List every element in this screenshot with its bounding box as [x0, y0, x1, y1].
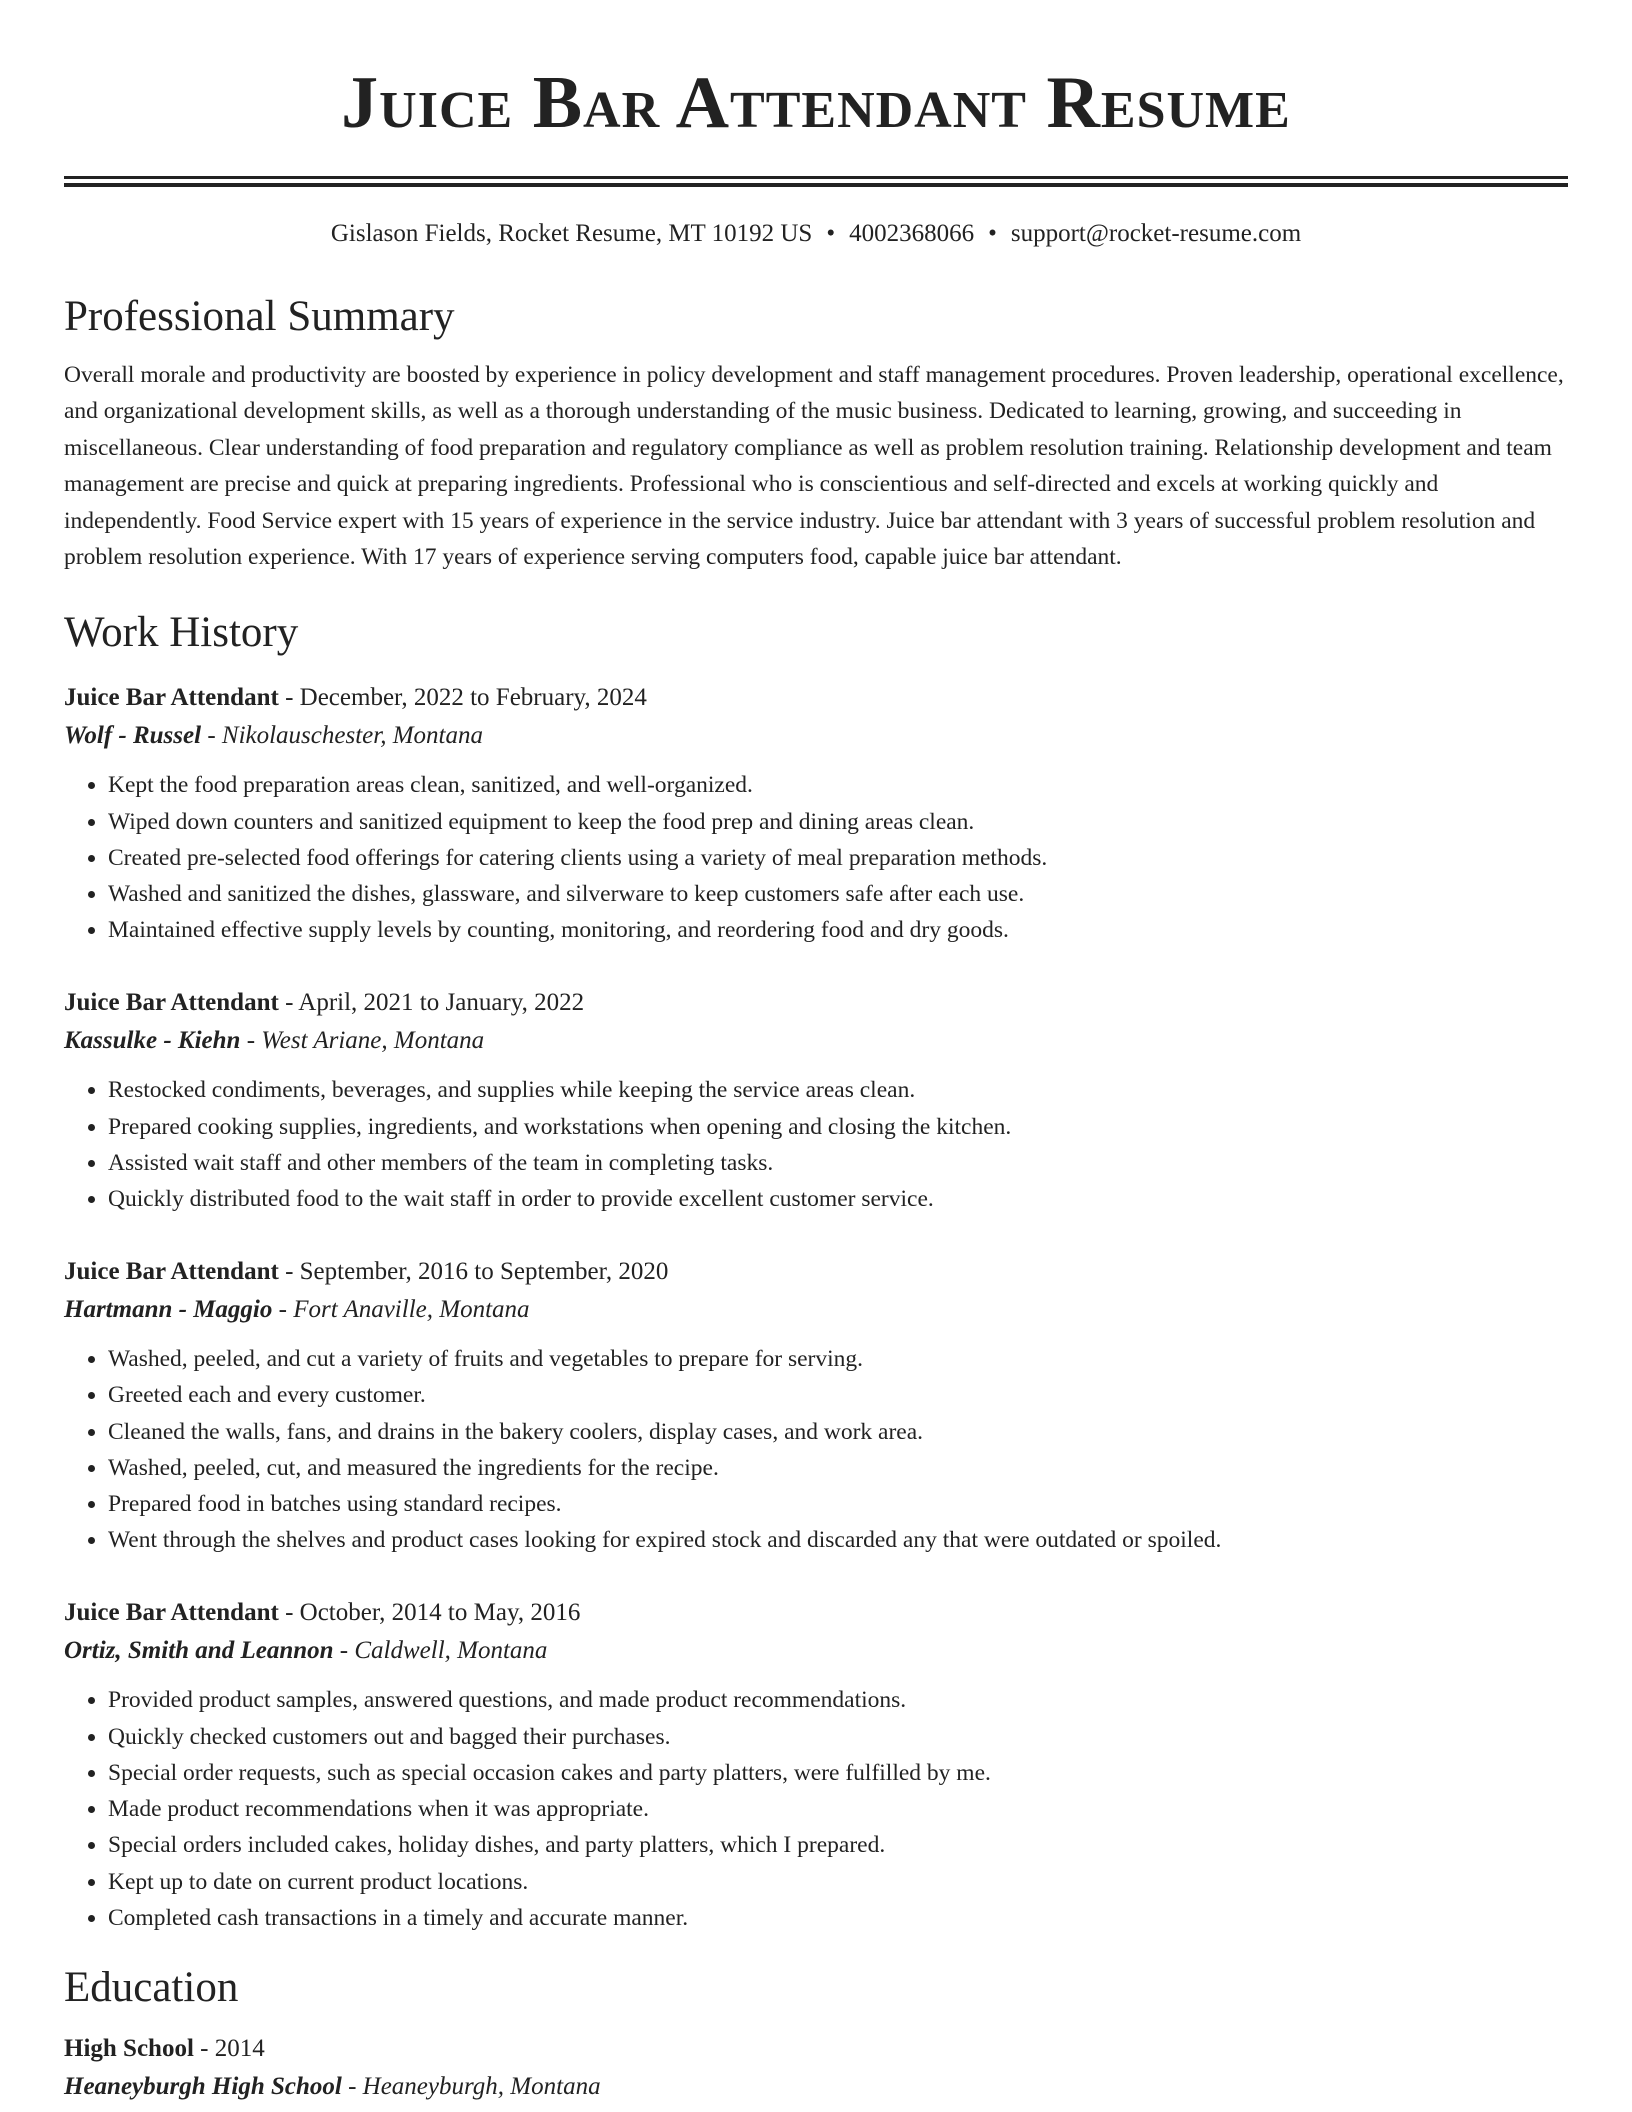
- company-header: [64, 717, 1568, 755]
- contact-email: support@rocket-resume.com: [1010, 220, 1302, 247]
- school-location: - Heaneyburgh, Montana: [341, 2072, 601, 2100]
- company-name: Ortiz, Smith and Leannon: [64, 1637, 334, 1665]
- job-header: [64, 1253, 1568, 1291]
- contact-separator: •: [988, 220, 997, 247]
- duty-item: • Prepared food in batches using standard recipes.: [108, 1486, 1568, 1522]
- resume-title: Juice Bar Attendant Resume: [341, 62, 1291, 144]
- duty-item: • Wiped down counters and sanitized equipment to keep the food prep and dining areas clean.: [108, 804, 1568, 840]
- job-entry: [64, 1594, 1568, 1935]
- job-entry: [64, 1253, 1568, 1558]
- job-header: [64, 1594, 1568, 1632]
- duty-list: [64, 1341, 1568, 1558]
- duty-item: • Quickly distributed food to the wait staff in order to provide excellent customer service.: [108, 1181, 1568, 1217]
- company-name: Wolf - Russel: [64, 722, 202, 750]
- company-name: Hartmann - Maggio: [64, 1296, 273, 1324]
- summary-text: Overall morale and productivity are boosted by experience in policy development and staff management procedures. Proven leadership, operational excellence, and organizational development skills, as well as a thorough understanding of the music business. Dedicated to learning, growing, and succeeding in miscellaneous. Clear understanding of food preparation and regulatory compliance as well as problem resolution training. Relationship development and team management are precise and quick at preparing ingredients. Professional who is conscientious and self-directed and excels at working quickly and independently. Food Service expert with 15 years of experience in the service industry. Juice bar attendant with 3 years of successful problem resolution and problem resolution experience. With 17 years of experience serving computers food, capable juice bar attendant.: [64, 362, 1564, 571]
- contact-address: Gislason Fields, Rocket Resume, MT 10192 US: [330, 220, 813, 247]
- duty-item: • Assisted wait staff and other members of the team in completing tasks.: [108, 1145, 1568, 1181]
- duty-item: • Special order requests, such as special occasion cakes and party platters, were fulfilled by me.: [108, 1755, 1568, 1791]
- duty-item: • Kept up to date on current product locations.: [108, 1864, 1568, 1900]
- education-degree: High School: [64, 2034, 194, 2062]
- duty-item: • Quickly checked customers out and bagged their purchases.: [108, 1719, 1568, 1755]
- duty-item: • Provided product samples, answered questions, and made product recommendations.: [108, 1682, 1568, 1718]
- duty-list: [64, 1682, 1568, 1935]
- education-list: [64, 2030, 1568, 2106]
- duty-item: • Completed cash transactions in a timely and accurate manner.: [108, 1900, 1568, 1936]
- job-entry: [64, 984, 1568, 1217]
- duty-item: • Went through the shelves and product cases looking for expired stock and discarded any that were outdated or spoiled.: [108, 1522, 1568, 1558]
- duty-item: • Kept the food preparation areas clean, sanitized, and well-organized.: [108, 767, 1568, 803]
- company-location: - West Ariane, Montana: [240, 1027, 485, 1055]
- company-location: - Fort Anaville, Montana: [272, 1296, 530, 1324]
- education-entry: [64, 2030, 1568, 2106]
- job-entry: [64, 679, 1568, 948]
- title-divider: [64, 176, 1568, 187]
- summary-heading: Professional Summary: [64, 293, 455, 340]
- job-dates: - April, 2021 to January, 2022: [278, 989, 585, 1017]
- duty-item: • Made product recommendations when it was appropriate.: [108, 1791, 1568, 1827]
- job-title: Juice Bar Attendant: [64, 1599, 279, 1627]
- company-header: [64, 1632, 1568, 1670]
- school-name: Heaneyburgh High School: [64, 2072, 342, 2100]
- job-dates: - December, 2022 to February, 2024: [278, 684, 647, 712]
- duty-item: • Cleaned the walls, fans, and drains in the bakery coolers, display cases, and work area.: [108, 1414, 1568, 1450]
- education-header: [64, 2030, 1568, 2068]
- job-title: Juice Bar Attendant: [64, 1258, 279, 1286]
- job-dates: - September, 2016 to September, 2020: [278, 1258, 669, 1286]
- duty-list: [64, 767, 1568, 948]
- contact-phone: 4002368066: [849, 220, 975, 247]
- company-name: Kassulke - Kiehn: [64, 1027, 241, 1055]
- work-history-list: [64, 679, 1568, 1935]
- duty-item: • Greeted each and every customer.: [108, 1377, 1568, 1413]
- duty-item: • Restocked condiments, beverages, and supplies while keeping the service areas clean.: [108, 1072, 1568, 1108]
- contact-line: [64, 217, 1568, 251]
- company-header: [64, 1022, 1568, 1060]
- duty-item: • Washed and sanitized the dishes, glassware, and silverware to keep customers safe after each use.: [108, 876, 1568, 912]
- work-history-heading: Work History: [64, 609, 299, 657]
- job-header: [64, 679, 1568, 717]
- duty-item: • Created pre-selected food offerings for catering clients using a variety of meal preparation methods.: [108, 840, 1568, 876]
- duty-item: • Washed, peeled, and cut a variety of fruits and vegetables to prepare for serving.: [108, 1341, 1568, 1377]
- duty-item: • Special orders included cakes, holiday dishes, and party platters, which I prepared.: [108, 1827, 1568, 1863]
- company-location: - Caldwell, Montana: [333, 1637, 548, 1665]
- company-header: [64, 1291, 1568, 1329]
- job-title: Juice Bar Attendant: [64, 684, 279, 712]
- company-location: - Nikolauschester, Montana: [201, 722, 483, 750]
- duty-item: • Prepared cooking supplies, ingredients, and workstations when opening and closing the kitchen.: [108, 1109, 1568, 1145]
- school-header: [64, 2068, 1568, 2106]
- job-header: [64, 984, 1568, 1022]
- education-year: - 2014: [193, 2034, 265, 2062]
- duty-item: • Washed, peeled, cut, and measured the ingredients for the recipe.: [108, 1450, 1568, 1486]
- duty-list: [64, 1072, 1568, 1217]
- education-heading: Education: [64, 1963, 239, 2011]
- job-dates: - October, 2014 to May, 2016: [278, 1599, 581, 1627]
- contact-separator: •: [826, 220, 836, 247]
- duty-item: • Maintained effective supply levels by counting, monitoring, and reordering food and dry goods.: [108, 912, 1568, 948]
- job-title: Juice Bar Attendant: [64, 989, 279, 1017]
